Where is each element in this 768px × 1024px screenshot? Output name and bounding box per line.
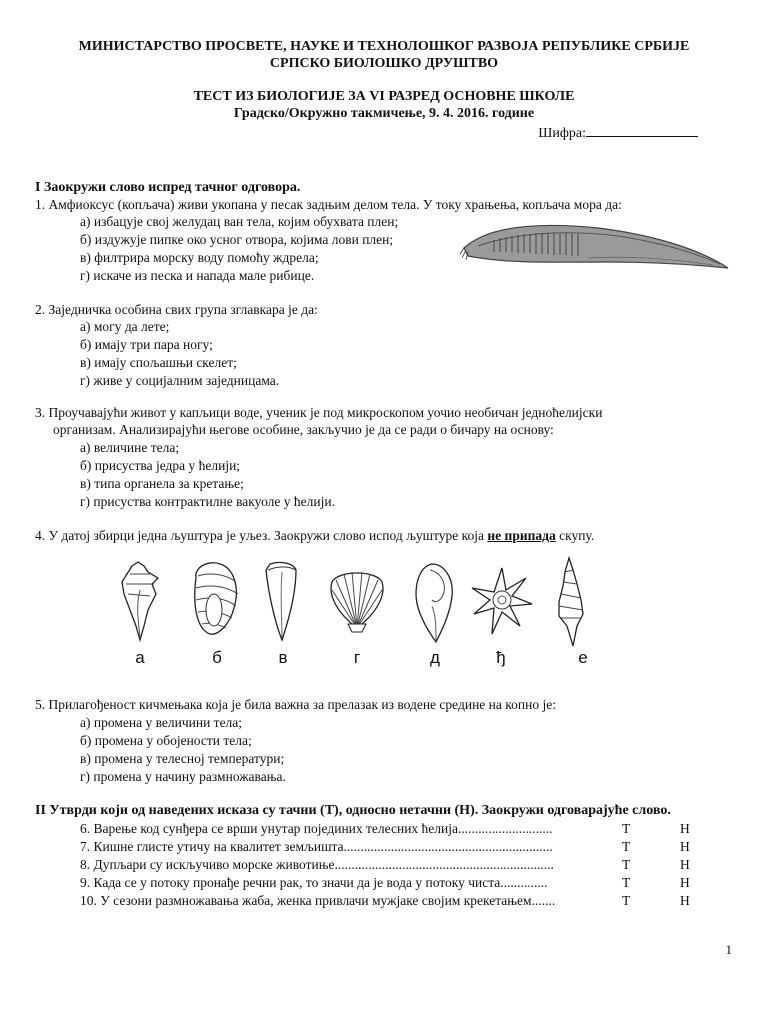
shell-d-icon (410, 560, 458, 644)
shell-v-icon (262, 560, 300, 642)
amphioxus-image (458, 218, 730, 278)
q1-option-v[interactable]: в) филтрира морску воду помоћу ждрела; (80, 250, 319, 265)
shell-label-b[interactable]: б (212, 648, 222, 667)
shell-label-d[interactable]: д (430, 648, 440, 667)
tf-true-6[interactable]: Т (622, 821, 631, 836)
tf-false-9[interactable]: Н (680, 875, 690, 890)
q2-option-a[interactable]: а) могу да лете; (80, 319, 170, 334)
q5-option-g[interactable]: г) промена у начину размножавања. (80, 769, 286, 784)
tf-true-9[interactable]: Т (622, 875, 631, 890)
section2-title: II Утврди који од наведених исказа су тачни (Т), односно нетачни (Н). Заокружи одговарајуће слово. (35, 803, 671, 818)
q2-option-v[interactable]: в) имају спољашњи скелет; (80, 355, 237, 370)
tf-item-8: 8. Дупљари су искључиво морске животиње................................................................. (80, 857, 554, 872)
tf-false-10[interactable]: Н (680, 893, 690, 908)
q3-option-a[interactable]: а) величине тела; (80, 440, 180, 455)
section1-title: I Заокружи слово испред тачног одговора. (35, 180, 301, 195)
q4-text: 4. У датој збирци једна љуштура је уљез. Заокружи слово испод љуштуре која не припада скупу. (35, 528, 595, 543)
competition-line: Градско/Окружно такмичење, 9. 4. 2016. године (233, 106, 535, 121)
q1-text: 1. Амфиоксус (копљача) живи укопана у песак задњим делом тела. У току храњења, копљача мора да: (35, 197, 622, 212)
society-heading: СРПСКО БИОЛОШКО ДРУШТВО (269, 56, 499, 71)
q5-option-a[interactable]: а) промена у величини тела; (80, 715, 243, 730)
tf-false-8[interactable]: Н (680, 857, 690, 872)
tf-item-7: 7. Кишне глисте утичу на квалитет земљишта.............................................................. (80, 839, 553, 854)
code-field[interactable] (538, 124, 698, 142)
shell-label-g[interactable]: г (353, 648, 361, 667)
q2-option-g[interactable]: г) живе у социјалним заједницама. (80, 373, 280, 388)
shell-label-e[interactable]: е (578, 648, 588, 667)
shell-g-icon (326, 566, 388, 634)
shell-label-dj[interactable]: ђ (496, 648, 506, 667)
tf-true-10[interactable]: Т (622, 893, 631, 908)
q1-option-a[interactable]: а) избацује свој желудац ван тела, којим обухвата плен; (80, 214, 399, 229)
tf-true-7[interactable]: Т (622, 839, 631, 854)
code-blank[interactable] (586, 124, 698, 137)
shell-a-icon (118, 560, 162, 642)
test-title: ТЕСТ ИЗ БИОЛОГИЈЕ ЗА VI РАЗРЕД ОСНОВНЕ ШКОЛЕ (193, 89, 575, 104)
q3-option-v[interactable]: в) типа органела за кретање; (80, 476, 244, 491)
q1-option-g[interactable]: г) искаче из песка и напада мале рибице. (80, 268, 315, 283)
tf-false-6[interactable]: Н (680, 821, 690, 836)
shell-dj-icon (470, 564, 534, 638)
shell-label-v[interactable]: в (278, 648, 288, 667)
q5-option-v[interactable]: в) промена у телесној температури; (80, 751, 285, 766)
ministry-heading: МИНИСТАРСТВО ПРОСВЕТЕ, НАУКЕ И ТЕХНОЛОШКОГ РАЗВОЈА РЕПУБЛИКЕ СРБИЈЕ (78, 39, 690, 54)
q1-option-b[interactable]: б) издужује пипке око усног отвора, којима лови плен; (80, 232, 394, 247)
code-label: Шифра: (538, 126, 586, 141)
shell-b-icon (186, 558, 242, 638)
q3-text: 3. Проучавајући живот у капљици воде, ученик је под микроскопом уочио необичан једноћелијски (35, 405, 603, 420)
q2-text: 2. Заједничка особина свих група зглавкара је да: (35, 302, 318, 317)
tf-item-9: 9. Када се у потоку пронађе речни рак, то значи да је вода у потоку чиста.............. (80, 875, 548, 890)
q4-emphasis: не припада (487, 528, 556, 543)
q3-option-b[interactable]: б) присуства једра у ћелији; (80, 458, 241, 473)
q3-text-continued: организам. Анализирајући његове особине, закључио је да се ради о бичару на основу: (53, 422, 554, 437)
q3-option-g[interactable]: г) присуства контрактилне вакуоле у ћелији. (80, 494, 335, 509)
page-number: 1 (725, 942, 732, 957)
q5-text: 5. Прилагођеност кичмењака која је била важна за прелазак из водене средине на копно је: (35, 697, 556, 712)
shell-e-icon (553, 556, 587, 648)
tf-true-8[interactable]: Т (622, 857, 631, 872)
shell-label-a[interactable]: а (135, 648, 145, 667)
tf-false-7[interactable]: Н (680, 839, 690, 854)
tf-item-10: 10. У сезони размножавања жаба, женка привлачи мужјаке својим крекетањем....... (80, 893, 556, 908)
tf-item-6: 6. Варење код сунђера се врши унутар појединих телесних ћелија............................ (80, 821, 553, 836)
q5-option-b[interactable]: б) промена у обојености тела; (80, 733, 252, 748)
q2-option-b[interactable]: б) имају три пара ногу; (80, 337, 213, 352)
